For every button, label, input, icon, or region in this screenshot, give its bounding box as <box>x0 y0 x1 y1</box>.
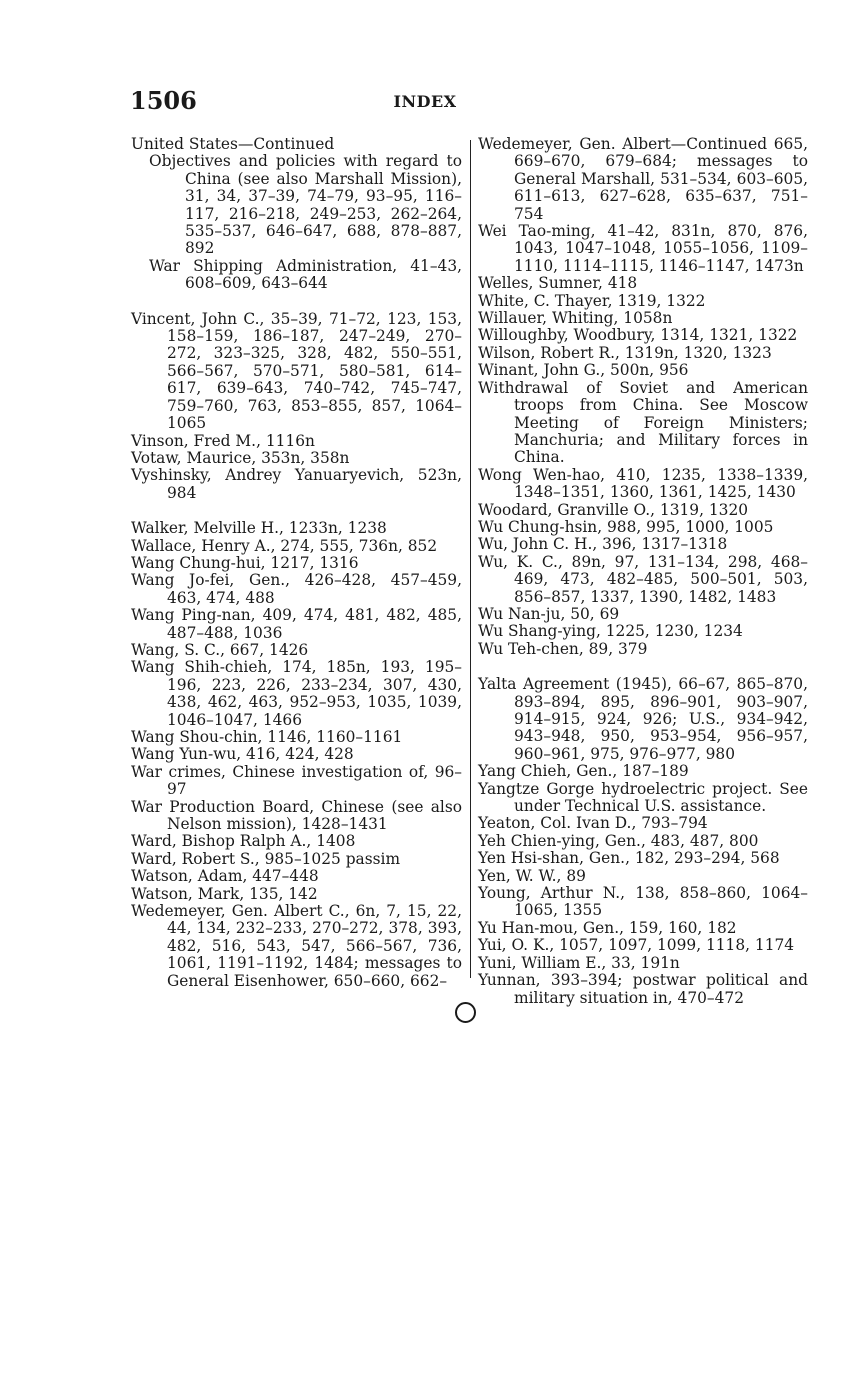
index-entry: Yalta Agreement (1945), 66–67, 865–870, 893–894, 895, 896–901, 903–907, 914–915, 924, 926; U.S., 934–942, 943–948, 950, 953–954, 956–957, 960–961, 975, 976–977, 980 <box>478 675 808 763</box>
index-entry: Yangtze Gorge hydroelectric project. See under Technical U.S. assistance. <box>478 779 808 816</box>
index-entry: Watson, Adam, 447–448 <box>131 867 319 886</box>
index-entry: Yeh Chien-ying, Gen., 483, 487, 800 <box>478 831 759 850</box>
index-entry: Wang Chung-hui, 1217, 1316 <box>131 553 359 572</box>
index-entry: Yen, W. W., 89 <box>478 866 586 885</box>
index-entry: Withdrawal of Soviet and American troops from China. See Moscow Meeting of Foreign Ministers; Manchuria; and Military forces in China. <box>478 378 808 467</box>
index-entry: Willoughby, Woodbury, 1314, 1321, 1322 <box>478 326 798 345</box>
index-entry: Wu Teh-chen, 89, 379 <box>478 639 648 658</box>
index-entry: Yeaton, Col. Ivan D., 793–794 <box>478 814 708 833</box>
index-entry: United States—Continued <box>131 135 335 153</box>
index-entry: Yunnan, 393–394; postwar political and military situation in, 470–472 <box>478 971 808 1007</box>
index-entry: Yang Chieh, Gen., 187–189 <box>478 762 689 781</box>
index-entry: Wu Shang-ying, 1225, 1230, 1234 <box>478 622 743 641</box>
index-entry: Wang Shou-chin, 1146, 1160–1161 <box>131 728 403 746</box>
column-divider <box>470 140 471 978</box>
index-entry: Wei Tao-ming, 41–42, 831n, 870, 876, 1043, 1047–1048, 1055–1056, 1109–1110, 1114–1115, 1146–1147, 1473n <box>478 222 808 275</box>
index-entry: Wedemeyer, Gen. Albert C., 6n, 7, 15, 22, 44, 134, 232–233, 270–272, 378, 393, 482, 516, 543, 547, 566–567, 736, 1061, 1191–1192, 1484; messages to General Eisenhower, 650–660, 662– <box>131 902 462 990</box>
page-number: 1506 <box>130 86 197 115</box>
index-entry: War Shipping Administration, 41–43, 608–609, 643–644 <box>149 256 462 293</box>
index-entry: Young, Arthur N., 138, 858–860, 1064–1065, 1355 <box>478 884 808 920</box>
index-entry: Wang Yun-wu, 416, 424, 428 <box>131 745 354 764</box>
index-entry: Willauer, Whiting, 1058n <box>478 309 673 328</box>
index-entry: War crimes, Chinese investigation of, 96–97 <box>131 762 462 799</box>
index-entry: Yui, O. K., 1057, 1097, 1099, 1118, 1174 <box>478 936 795 955</box>
index-entry: Yuni, William E., 33, 191n <box>478 953 680 972</box>
index-entry: Winant, John G., 500n, 956 <box>478 361 689 380</box>
index-entry: Vincent, John C., 35–39, 71–72, 123, 153, 158–159, 186–187, 247–249, 270–272, 323–325, 328, 482, 550–551, 566–567, 570–571, 580–581, 614–617, 639–643, 740–742, 745–747, 759–760, 763, 853–855, 857, 1064–1065 <box>131 309 462 433</box>
index-entry: Wong Wen-hao, 410, 1235, 1338–1339, 1348–1351, 1360, 1361, 1425, 1430 <box>478 465 808 502</box>
index-entry: Welles, Sumner, 418 <box>478 274 638 293</box>
index-entry: Wang Jo-fei, Gen., 426–428, 457–459, 463, 474, 488 <box>131 571 462 607</box>
index-entry: Yu Han-mou, Gen., 159, 160, 182 <box>478 918 737 937</box>
index-entry: Wedemeyer, Gen. Albert—Continued 665, 669–670, 679–684; messages to General Marshall, 531–534, 603–605, 611–613, 627–628, 635–637, 751–754 <box>478 135 808 223</box>
index-entry: Wang, S. C., 667, 1426 <box>131 640 309 659</box>
index-entry: Yen Hsi-shan, Gen., 182, 293–294, 568 <box>478 849 780 868</box>
index-entry: Walker, Melville H., 1233n, 1238 <box>131 519 387 538</box>
page-title: INDEX <box>393 92 457 111</box>
index-entry: Wu, K. C., 89n, 97, 131–134, 298, 468–469, 473, 482–485, 500–501, 503, 856–857, 1337, 1390, 1482, 1483 <box>478 552 808 606</box>
index-column-left <box>131 136 462 990</box>
index-entry: Wang Shih-chieh, 174, 185n, 193, 195–196, 223, 226, 233–234, 307, 430, 438, 462, 463, 952–953, 1035, 1039, 1046–1047, 1466 <box>131 658 462 729</box>
index-entry: Votaw, Maurice, 353n, 358n <box>131 448 350 467</box>
index-entry: Wu Chung-hsin, 988, 995, 1000, 1005 <box>478 517 774 536</box>
index-entry: Vyshinsky, Andrey Yanuaryevich, 523n, 984 <box>131 466 462 502</box>
index-entry: Wu Nan-ju, 50, 69 <box>478 604 620 623</box>
index-entry: Wilson, Robert R., 1319n, 1320, 1323 <box>478 343 772 362</box>
index-entry: War Production Board, Chinese (see also Nelson mission), 1428–1431 <box>131 797 462 834</box>
index-entry: Objectives and policies with regard to China (see also Marshall Mission), 31, 34, 37–39, 74–79, 93–95, 116–117, 216–218, 249–253, 262–264, 535–537, 646–647, 688, 878–887, 892 <box>149 152 462 258</box>
index-entry: Vinson, Fred M., 1116n <box>131 431 315 450</box>
index-entry: Wallace, Henry A., 274, 555, 736n, 852 <box>131 536 438 555</box>
index-entry: Ward, Robert S., 985–1025 passim <box>131 849 401 868</box>
index-entry: Wu, John C. H., 396, 1317–1318 <box>478 535 728 554</box>
index-entry: Ward, Bishop Ralph A., 1408 <box>131 832 356 851</box>
index-entry: Watson, Mark, 135, 142 <box>131 884 318 903</box>
index-entry: White, C. Thayer, 1319, 1322 <box>478 291 706 310</box>
index-entry: Wang Ping-nan, 409, 474, 481, 482, 485, 487–488, 1036 <box>131 606 462 642</box>
index-column-right <box>478 136 808 1007</box>
end-of-index-mark <box>455 1002 476 1023</box>
index-entry: Woodard, Granville O., 1319, 1320 <box>478 500 749 519</box>
